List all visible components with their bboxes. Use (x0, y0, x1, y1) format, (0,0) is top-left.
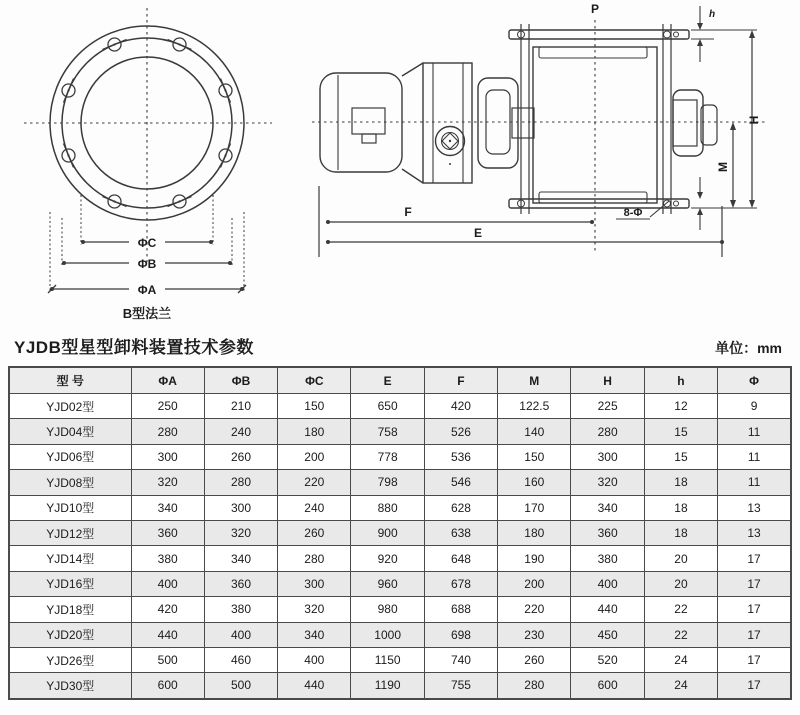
value-cell: 300 (278, 571, 351, 596)
value-cell: 240 (278, 495, 351, 520)
table-row (9, 546, 791, 571)
value-cell: 18 (644, 520, 717, 545)
value-cell: 220 (278, 470, 351, 495)
value-cell: 460 (204, 647, 277, 672)
model-cell: YJD06型 (9, 444, 131, 469)
value-cell: 300 (571, 444, 644, 469)
section-header (0, 332, 800, 366)
value-cell: 380 (204, 597, 277, 622)
bolt-note-label: 8-Φ (623, 207, 643, 219)
value-cell: 900 (351, 520, 424, 545)
table-row (9, 647, 791, 672)
column-header: F (424, 367, 497, 394)
model-cell: YJD20型 (9, 622, 131, 647)
value-cell: 17 (718, 571, 791, 596)
table-row (9, 622, 791, 647)
value-cell: 17 (718, 622, 791, 647)
value-cell: 11 (718, 470, 791, 495)
model-cell: YJD14型 (9, 546, 131, 571)
value-cell: 755 (424, 673, 497, 699)
value-cell: 280 (571, 419, 644, 444)
value-cell: 360 (571, 520, 644, 545)
column-header: h (644, 367, 717, 394)
value-cell: 360 (204, 571, 277, 596)
value-cell: 280 (498, 673, 571, 699)
value-cell: 340 (204, 546, 277, 571)
column-header: ΦA (131, 367, 204, 394)
flange-caption: B型法兰 (122, 306, 172, 321)
value-cell: 880 (351, 495, 424, 520)
value-cell: 798 (351, 470, 424, 495)
value-cell: 150 (278, 394, 351, 419)
value-cell: 190 (498, 546, 571, 571)
value-cell: 1150 (351, 647, 424, 672)
value-cell: 220 (498, 597, 571, 622)
unit-label: 单位：mm (715, 340, 782, 356)
value-cell: 180 (498, 520, 571, 545)
dim-M (730, 122, 736, 208)
value-cell: 688 (424, 597, 497, 622)
column-header: ΦC (278, 367, 351, 394)
valve-body (509, 24, 689, 214)
value-cell: 17 (718, 597, 791, 622)
value-cell: 17 (718, 673, 791, 699)
dim-label-E: E (473, 226, 483, 240)
dim-label-P: P (590, 2, 600, 16)
value-cell: 230 (498, 622, 571, 647)
value-cell: 240 (204, 419, 277, 444)
table-row (9, 394, 791, 419)
value-cell: 758 (351, 419, 424, 444)
drawing-canvas (0, 0, 800, 332)
column-header: E (351, 367, 424, 394)
value-cell: 420 (131, 597, 204, 622)
value-cell: 450 (571, 622, 644, 647)
value-cell: 320 (571, 470, 644, 495)
technical-drawings (0, 0, 800, 332)
value-cell: 280 (278, 546, 351, 571)
value-cell: 360 (131, 520, 204, 545)
value-cell: 740 (424, 647, 497, 672)
bearing-housing (673, 90, 717, 156)
value-cell: 650 (351, 394, 424, 419)
value-cell: 400 (131, 571, 204, 596)
dim-label-phi-a: ΦA (137, 283, 157, 297)
value-cell: 150 (498, 444, 571, 469)
column-header: H (571, 367, 644, 394)
value-cell: 20 (644, 546, 717, 571)
value-cell: 17 (718, 647, 791, 672)
value-cell: 400 (571, 571, 644, 596)
value-cell: 400 (278, 647, 351, 672)
model-cell: YJD02型 (9, 394, 131, 419)
value-cell: 170 (498, 495, 571, 520)
value-cell: 1000 (351, 622, 424, 647)
value-cell: 500 (131, 647, 204, 672)
value-cell: 400 (204, 622, 277, 647)
table-row (9, 520, 791, 545)
value-cell: 22 (644, 622, 717, 647)
column-header: M (498, 367, 571, 394)
value-cell: 1190 (351, 673, 424, 699)
value-cell: 440 (131, 622, 204, 647)
model-cell: YJD04型 (9, 419, 131, 444)
value-cell: 24 (644, 673, 717, 699)
value-cell: 546 (424, 470, 497, 495)
value-cell: 920 (351, 546, 424, 571)
value-cell: 340 (131, 495, 204, 520)
value-cell: 140 (498, 419, 571, 444)
gearbox (402, 63, 472, 183)
coupling-bracket (478, 78, 534, 168)
value-cell: 638 (424, 520, 497, 545)
value-cell: 13 (718, 520, 791, 545)
value-cell: 12 (644, 394, 717, 419)
value-cell: 536 (424, 444, 497, 469)
value-cell: 260 (498, 647, 571, 672)
table-row (9, 597, 791, 622)
value-cell: 24 (644, 647, 717, 672)
dim-label-H: H (747, 115, 761, 125)
value-cell: 300 (204, 495, 277, 520)
value-cell: 160 (498, 470, 571, 495)
value-cell: 210 (204, 394, 277, 419)
table-body (9, 394, 791, 699)
value-cell: 122.5 (498, 394, 571, 419)
value-cell: 526 (424, 419, 497, 444)
value-cell: 340 (571, 495, 644, 520)
table-row (9, 673, 791, 699)
value-cell: 20 (644, 571, 717, 596)
dim-label-M: M (716, 162, 730, 172)
value-cell: 698 (424, 622, 497, 647)
value-cell: 320 (131, 470, 204, 495)
flange-top-view (24, 8, 272, 321)
value-cell: 778 (351, 444, 424, 469)
value-cell: 678 (424, 571, 497, 596)
table-row (9, 470, 791, 495)
model-cell: YJD12型 (9, 520, 131, 545)
value-cell: 11 (718, 419, 791, 444)
value-cell: 600 (571, 673, 644, 699)
page-title: YJDB型星型卸料装置技术参数 (14, 338, 254, 357)
value-cell: 420 (424, 394, 497, 419)
value-cell: 13 (718, 495, 791, 520)
header-row (9, 367, 791, 394)
value-cell: 180 (278, 419, 351, 444)
value-cell: 320 (204, 520, 277, 545)
model-cell: YJD30型 (9, 673, 131, 699)
model-cell: YJD26型 (9, 647, 131, 672)
value-cell: 250 (131, 394, 204, 419)
dim-label-F: F (404, 205, 412, 219)
table-row (9, 419, 791, 444)
spec-table (8, 366, 792, 700)
value-cell: 648 (424, 546, 497, 571)
value-cell: 11 (718, 444, 791, 469)
value-cell: 260 (204, 444, 277, 469)
value-cell: 18 (644, 470, 717, 495)
value-cell: 15 (644, 419, 717, 444)
model-cell: YJD18型 (9, 597, 131, 622)
value-cell: 380 (131, 546, 204, 571)
value-cell: 340 (278, 622, 351, 647)
value-cell: 980 (351, 597, 424, 622)
value-cell: 225 (571, 394, 644, 419)
value-cell: 440 (571, 597, 644, 622)
value-cell: 960 (351, 571, 424, 596)
value-cell: 17 (718, 546, 791, 571)
value-cell: 300 (131, 444, 204, 469)
value-cell: 320 (278, 597, 351, 622)
value-cell: 9 (718, 394, 791, 419)
column-header: 型 号 (9, 367, 131, 394)
column-header: Φ (718, 367, 791, 394)
value-cell: 628 (424, 495, 497, 520)
value-cell: 600 (131, 673, 204, 699)
value-cell: 200 (278, 444, 351, 469)
value-cell: 260 (278, 520, 351, 545)
machine-side-view (312, 2, 766, 257)
value-cell: 15 (644, 444, 717, 469)
model-cell: YJD16型 (9, 571, 131, 596)
value-cell: 22 (644, 597, 717, 622)
model-cell: YJD08型 (9, 470, 131, 495)
column-header: ΦB (204, 367, 277, 394)
dim-label-phi-c: ΦC (137, 236, 157, 250)
value-cell: 440 (278, 673, 351, 699)
flange-bolts (518, 31, 679, 207)
value-cell: 500 (204, 673, 277, 699)
model-cell: YJD10型 (9, 495, 131, 520)
value-cell: 200 (498, 571, 571, 596)
table-row (9, 444, 791, 469)
dim-label-h-small: h (708, 9, 716, 20)
dim-label-phi-b: ΦB (137, 257, 157, 271)
table-row (9, 571, 791, 596)
table-row (9, 495, 791, 520)
value-cell: 380 (571, 546, 644, 571)
value-cell: 280 (204, 470, 277, 495)
value-cell: 280 (131, 419, 204, 444)
value-cell: 520 (571, 647, 644, 672)
value-cell: 18 (644, 495, 717, 520)
